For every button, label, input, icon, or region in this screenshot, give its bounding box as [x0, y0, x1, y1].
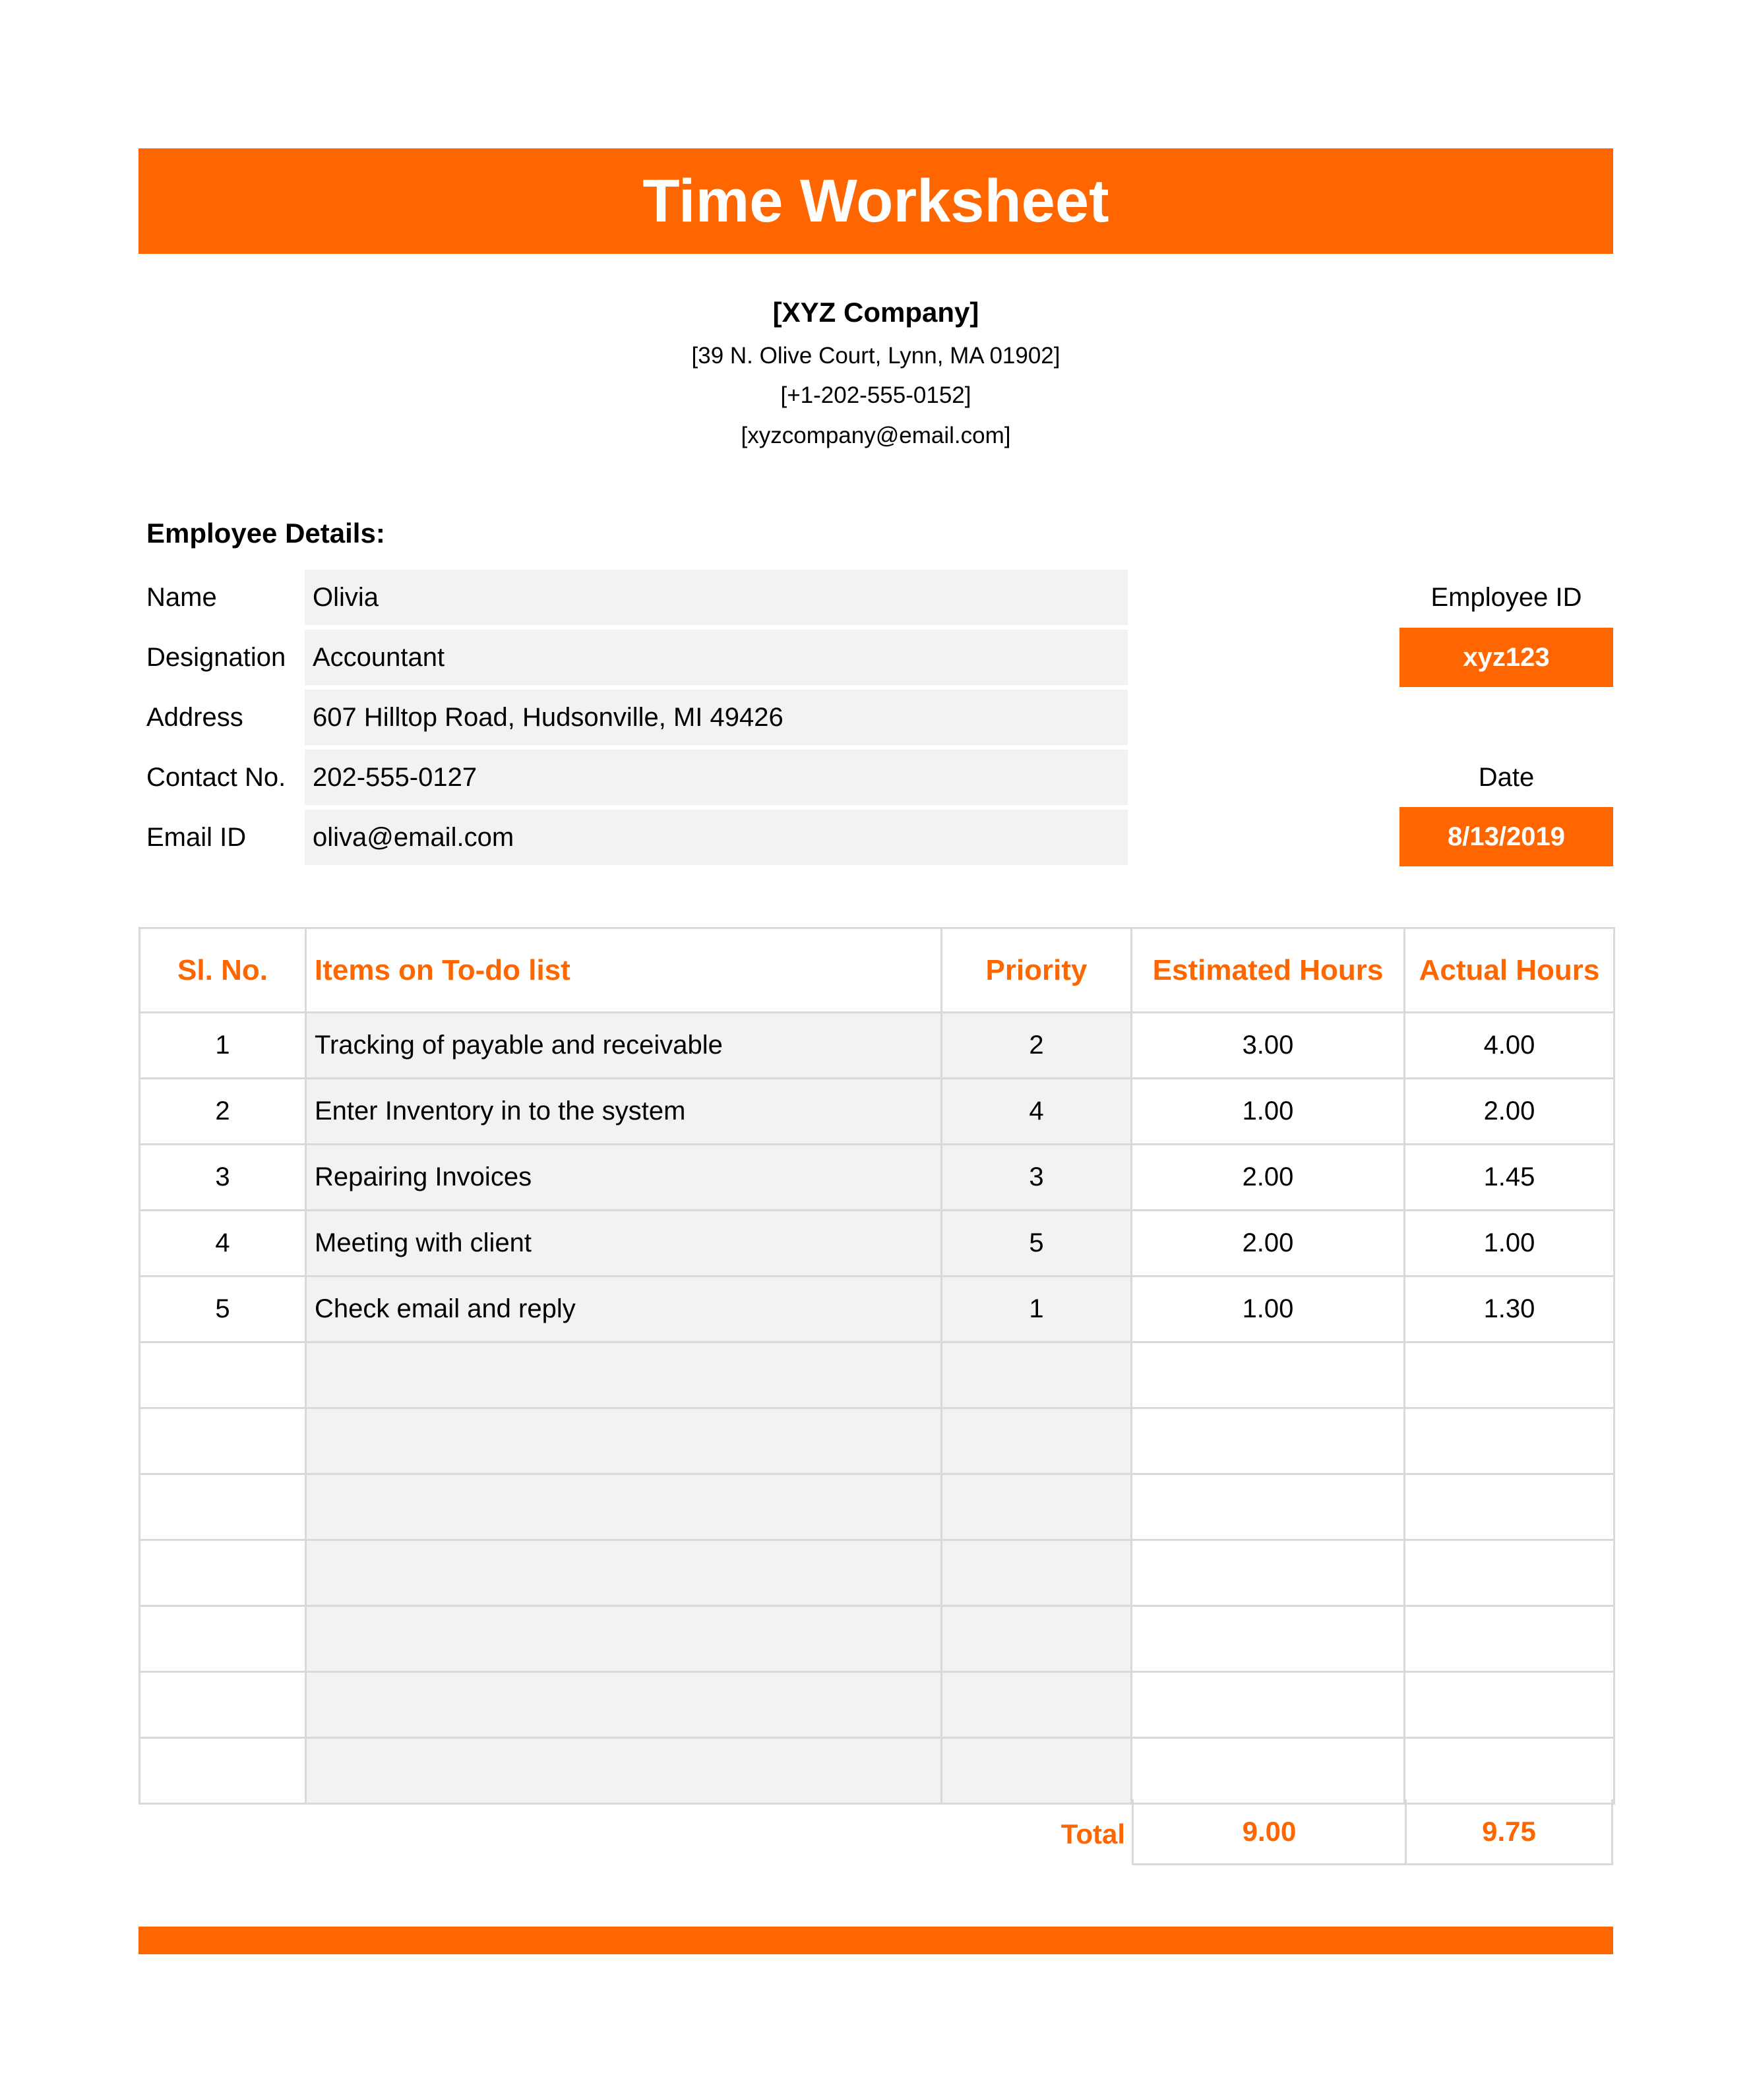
- header-estimated-hours: Estimated Hours: [1132, 928, 1405, 1013]
- actual-hours-cell[interactable]: [1405, 1342, 1614, 1408]
- company-email: [xyzcompany@email.com]: [741, 423, 1011, 448]
- estimated-hours-cell[interactable]: [1132, 1738, 1405, 1804]
- sl-no-cell[interactable]: [140, 1606, 306, 1672]
- priority-cell[interactable]: 1: [942, 1276, 1132, 1342]
- sl-no-cell[interactable]: [140, 1342, 306, 1408]
- employee-id-field[interactable]: xyz123: [1399, 628, 1613, 687]
- table-row: [140, 1408, 1614, 1474]
- actual-hours-cell[interactable]: 1.00: [1405, 1211, 1614, 1276]
- name-field[interactable]: Olivia: [305, 570, 1128, 625]
- estimated-hours-cell[interactable]: [1132, 1474, 1405, 1540]
- table-row: [140, 1606, 1614, 1672]
- item-cell[interactable]: [306, 1540, 942, 1606]
- date-label: Date: [1478, 762, 1535, 792]
- total-estimated-hours: 9.00: [1132, 1799, 1407, 1865]
- table-row: [140, 1474, 1614, 1540]
- sl-no-cell[interactable]: [140, 1408, 306, 1474]
- estimated-hours-cell[interactable]: [1132, 1672, 1405, 1738]
- contact-field[interactable]: 202-555-0127: [305, 750, 1128, 805]
- priority-cell[interactable]: [942, 1738, 1132, 1804]
- table-row: [140, 1540, 1614, 1606]
- estimated-hours-cell[interactable]: [1132, 1342, 1405, 1408]
- table-row: [140, 1145, 1614, 1211]
- item-cell[interactable]: [306, 1672, 942, 1738]
- item-cell[interactable]: Tracking of payable and receivable: [306, 1013, 942, 1079]
- item-cell[interactable]: [306, 1606, 942, 1672]
- actual-hours-cell[interactable]: 1.30: [1405, 1276, 1614, 1342]
- estimated-hours-cell[interactable]: 1.00: [1132, 1276, 1405, 1342]
- estimated-hours-cell[interactable]: 1.00: [1132, 1079, 1405, 1145]
- priority-cell[interactable]: [942, 1606, 1132, 1672]
- item-cell[interactable]: Meeting with client: [306, 1211, 942, 1276]
- table-row: [140, 1738, 1614, 1804]
- table-row: [140, 1079, 1614, 1145]
- total-actual-hours: 9.75: [1405, 1799, 1613, 1865]
- item-cell[interactable]: Repairing Invoices: [306, 1145, 942, 1211]
- actual-hours-cell[interactable]: [1405, 1474, 1614, 1540]
- todo-table: [138, 927, 1615, 1805]
- item-cell[interactable]: [306, 1342, 942, 1408]
- sl-no-cell[interactable]: [140, 1738, 306, 1804]
- sl-no-cell[interactable]: [140, 1672, 306, 1738]
- footer-bar: [138, 1927, 1613, 1954]
- estimated-hours-cell[interactable]: 2.00: [1132, 1211, 1405, 1276]
- priority-cell[interactable]: [942, 1540, 1132, 1606]
- estimated-hours-cell[interactable]: [1132, 1408, 1405, 1474]
- company-phone: [+1-202-555-0152]: [780, 382, 971, 408]
- actual-hours-cell[interactable]: [1405, 1606, 1614, 1672]
- designation-label: Designation: [146, 642, 286, 672]
- actual-hours-cell[interactable]: [1405, 1540, 1614, 1606]
- header-items: Items on To-do list: [306, 928, 942, 1013]
- designation-field[interactable]: Accountant: [305, 630, 1128, 685]
- table-row: [140, 1276, 1614, 1342]
- company-address: [39 N. Olive Court, Lynn, MA 01902]: [691, 343, 1060, 369]
- item-cell[interactable]: Enter Inventory in to the system: [306, 1079, 942, 1145]
- priority-cell[interactable]: [942, 1408, 1132, 1474]
- priority-cell[interactable]: [942, 1672, 1132, 1738]
- total-label: Total: [1060, 1818, 1125, 1849]
- title-banner: [138, 148, 1613, 254]
- sl-no-cell[interactable]: 3: [140, 1145, 306, 1211]
- actual-hours-cell[interactable]: 4.00: [1405, 1013, 1614, 1079]
- name-label: Name: [146, 582, 217, 612]
- contact-label: Contact No.: [146, 762, 286, 792]
- header-actual-hours: Actual Hours: [1405, 928, 1614, 1013]
- employee-details-heading: Employee Details:: [146, 518, 385, 549]
- sl-no-cell[interactable]: 2: [140, 1079, 306, 1145]
- item-cell[interactable]: [306, 1738, 942, 1804]
- page-title: Time Worksheet: [642, 167, 1109, 235]
- priority-cell[interactable]: [942, 1342, 1132, 1408]
- table-row: [140, 1342, 1614, 1408]
- estimated-hours-cell[interactable]: 2.00: [1132, 1145, 1405, 1211]
- priority-cell[interactable]: 2: [942, 1013, 1132, 1079]
- sl-no-cell[interactable]: 4: [140, 1211, 306, 1276]
- header-sl-no: Sl. No.: [140, 928, 306, 1013]
- date-field[interactable]: 8/13/2019: [1399, 807, 1613, 866]
- sl-no-cell[interactable]: [140, 1474, 306, 1540]
- priority-cell[interactable]: 3: [942, 1145, 1132, 1211]
- table-row: [140, 1013, 1614, 1079]
- address-label: Address: [146, 702, 243, 732]
- email-field[interactable]: oliva@email.com: [305, 810, 1128, 865]
- table-row: [140, 1211, 1614, 1276]
- priority-cell[interactable]: 5: [942, 1211, 1132, 1276]
- sl-no-cell[interactable]: 5: [140, 1276, 306, 1342]
- estimated-hours-cell[interactable]: [1132, 1540, 1405, 1606]
- sl-no-cell[interactable]: 1: [140, 1013, 306, 1079]
- estimated-hours-cell[interactable]: [1132, 1606, 1405, 1672]
- actual-hours-cell[interactable]: [1405, 1672, 1614, 1738]
- item-cell[interactable]: [306, 1408, 942, 1474]
- header-priority: Priority: [942, 928, 1132, 1013]
- actual-hours-cell[interactable]: 1.45: [1405, 1145, 1614, 1211]
- table-row: [140, 1672, 1614, 1738]
- table-header-row: [140, 928, 1614, 1013]
- address-field[interactable]: 607 Hilltop Road, Hudsonville, MI 49426: [305, 690, 1128, 745]
- item-cell[interactable]: Check email and reply: [306, 1276, 942, 1342]
- actual-hours-cell[interactable]: 2.00: [1405, 1079, 1614, 1145]
- actual-hours-cell[interactable]: [1405, 1738, 1614, 1804]
- employee-id-label: Employee ID: [1430, 582, 1582, 612]
- sl-no-cell[interactable]: [140, 1540, 306, 1606]
- email-label: Email ID: [146, 822, 247, 852]
- company-name: [XYZ Company]: [772, 297, 979, 328]
- actual-hours-cell[interactable]: [1405, 1408, 1614, 1474]
- priority-cell[interactable]: [942, 1474, 1132, 1540]
- item-cell[interactable]: [306, 1474, 942, 1540]
- priority-cell[interactable]: 4: [942, 1079, 1132, 1145]
- estimated-hours-cell[interactable]: 3.00: [1132, 1013, 1405, 1079]
